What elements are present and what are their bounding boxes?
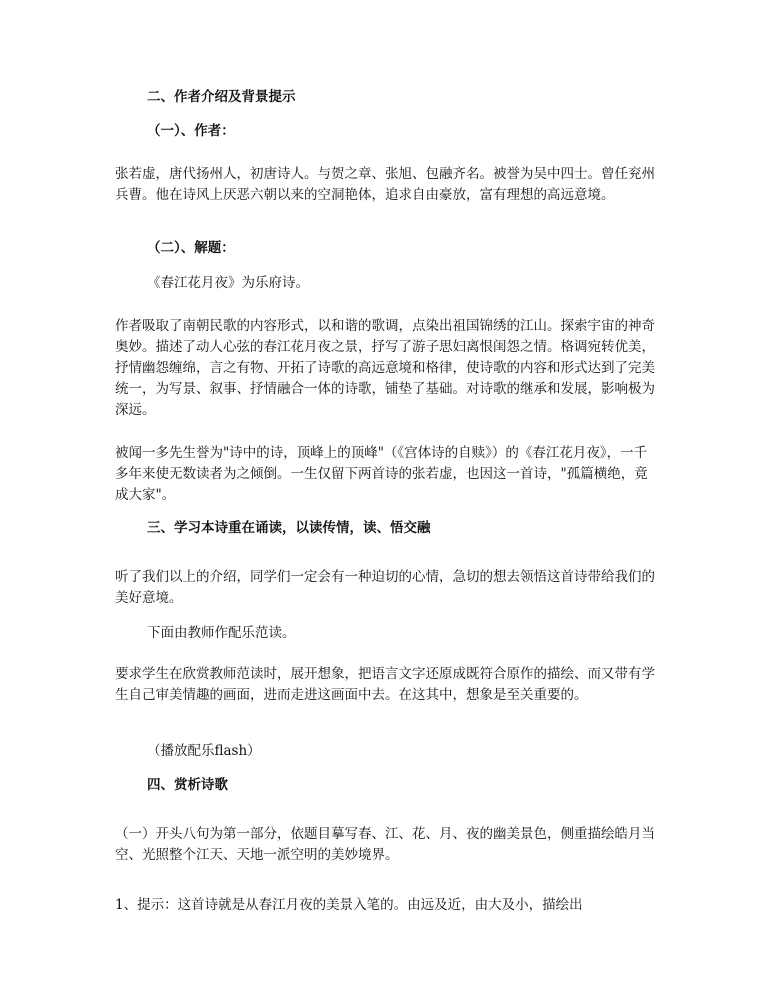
paragraph-poem-intro: 作者吸取了南朝民歌的内容形式，以和谐的歌调，点染出祖国锦绣的江山。探索宇宙的神奇奥妙。描述了动人心弦的春江花月夜之景，抒写了游子思妇离恨闺怨之情。格调宛转优美，抒情幽怨缠绵，言之有物、开拓了诗歌的高远意境和格律，使诗歌的内容和形式达到了完美统一，为写景、叙事、抒情融合一体的诗歌，铺垫了基础。对诗歌的继承和发展，影响极为深远。: [115, 318, 655, 418]
paragraph-hint: 1、提示：这首诗就是从春江月夜的美景入笔的。由远及近，由大及小，描绘出: [115, 897, 583, 913]
subheading-author: （一）、作者：: [147, 123, 235, 139]
paragraph-listen: 听了我们以上的介绍，同学们一定会有一种迫切的心情，急切的想去领悟这首诗带给我们的美好意境。: [115, 569, 655, 606]
section-heading-author-background: 二、作者介绍及背景提示: [147, 89, 296, 105]
paragraph-student-requirements: 要求学生在欣赏教师范读时，展开想象，把语言文字还原成既符合原作的描绘、而又带有学生自己审美情趣的画面，进而走进这画面中去。在这其中，想象是至关重要的。: [115, 666, 655, 703]
paragraph-part-one: （一）开头八句为第一部分，依题目摹写春、江、花、月、夜的幽美景色，侧重描绘皓月当空、光照整个江天、天地一派空明的美妙境界。: [115, 826, 655, 863]
line-poem-genre: 《春江花月夜》为乐府诗。: [147, 275, 309, 291]
line-play-flash: （播放配乐flash）: [147, 743, 261, 759]
paragraph-wen-yiduo-praise: 被闻一多先生誉为"诗中的诗，顶峰上的顶峰"（《宫体诗的自赎》）的《春江花月夜》，一千多年来使无数读者为之倾倒。一生仅留下两首诗的张若虚，也因这一首诗，"孤篇横绝，竟成大家"。: [115, 445, 648, 503]
subheading-title-explanation: （二）、解题：: [147, 240, 235, 256]
line-teacher-reading: 下面由教师作配乐范读。: [147, 625, 296, 641]
section-heading-recitation: 三、学习本诗重在诵读，以读传情，读、悟交融: [147, 520, 431, 536]
paragraph-author-bio: 张若虚，唐代扬州人，初唐诗人。与贺之章、张旭、包融齐名。被誉为吴中四士。曾任兖州兵曹。他在诗风上厌恶六朝以来的空洞艳体，追求自由豪放，富有理想的高远意境。: [115, 166, 655, 203]
section-heading-appreciation: 四、赏析诗歌: [147, 777, 228, 793]
